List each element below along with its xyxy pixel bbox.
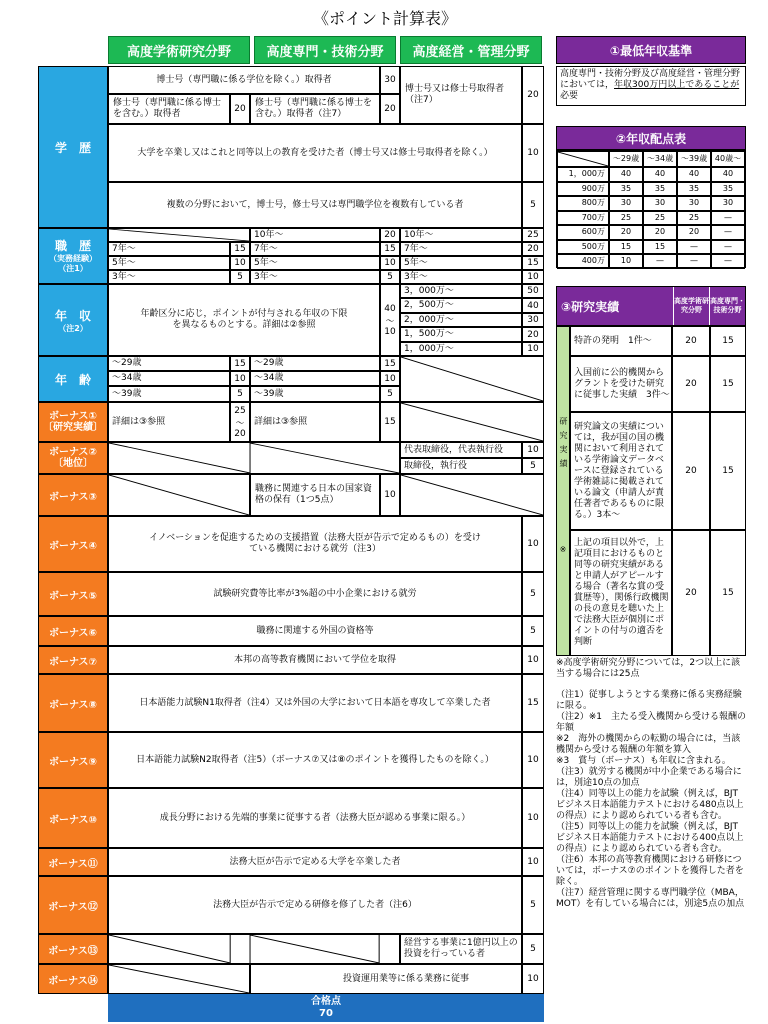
panel2-cell: 30 [609, 196, 643, 211]
panel2-age-col: 40歳〜 [711, 151, 745, 167]
income-business-pt: 20 [522, 327, 544, 342]
bonus14-pt: 10 [522, 964, 544, 994]
panel2-cell: 40 [711, 167, 745, 182]
note-item: （注2）※1 主たる受入機関から受ける報酬の年額 [556, 712, 746, 733]
panel3-header: ③研究実績 [561, 299, 620, 314]
panel3-row-text: 研究論文の実績については，我が国の国の機関において利用されている学術論文データベースに登録されている学術雑誌に掲載されている論文（申請人が責任著者であるものに限る。）3本〜 [570, 412, 672, 530]
panel2-cell: 20 [609, 225, 643, 240]
panel2-income-label: 1，000万 [557, 167, 609, 182]
bonus5-pt: 5 [522, 572, 544, 616]
category-career-sub: （実務経験） （注1） [49, 254, 97, 273]
panel2-cell: 40 [609, 167, 643, 182]
bonus13-pt: 5 [522, 934, 544, 964]
panel2-cell: 25 [609, 211, 643, 226]
bonus3-text: 職務に関連する日本の国家資格の保有（1つ5点） [250, 474, 380, 516]
panel3-row-a: 20 [672, 356, 710, 412]
income-business-row: 1，000万〜 [400, 342, 522, 356]
panel3-row-t: 15 [710, 356, 746, 412]
panel3-row-a: 20 [672, 326, 710, 356]
age-academic-row: 〜34歳 [108, 371, 230, 386]
income-range-top: 40 [384, 303, 396, 314]
bonus6-text: 職務に関連する外国の資格等 [108, 616, 522, 646]
panel3-side-note: ※ [559, 545, 567, 554]
edu-university: 大学を卒業し又はこれと同等以上の教育を受けた者（博士号又は修士号取得者を除く。） [108, 124, 522, 182]
age-academic-row: 〜39歳 [108, 386, 230, 402]
panel2-income-label: 500万 [557, 240, 609, 255]
age-academic-pt: 15 [230, 356, 250, 371]
panel2-cell: 15 [609, 240, 643, 255]
note-item: （注3）就労する機関が中小企業である場合には，別途10点の加点 [556, 767, 742, 788]
career-academic-blank [108, 228, 250, 242]
panel3-row-text: 特許の発明 1件〜 [570, 326, 672, 356]
bonus14-blank [108, 964, 250, 994]
bonus1-technical-pt: 15 [380, 402, 400, 442]
career-business-pt: 25 [522, 228, 544, 242]
category-bonus6: ボーナス⑥ [38, 616, 108, 646]
panel2-cell: — [643, 254, 677, 269]
income-business-row: 3，000万〜 [400, 284, 522, 298]
page-title: 《ポイント計算表》 [312, 8, 457, 28]
category-education: 学 歴 [38, 66, 108, 228]
career-academic-pt: 5 [230, 270, 250, 284]
bonus9-pt: 10 [522, 732, 544, 788]
category-bonus10: ボーナス⑩ [38, 788, 108, 848]
panel2-cell: 30 [677, 196, 711, 211]
bonus1-academic-pt-top: 25 [234, 405, 246, 416]
career-academic-row: 3年〜 [108, 270, 230, 284]
panel2-cell: — [711, 254, 745, 269]
bonus14-text: 投資運用業等に係る業務に従事 [250, 964, 522, 994]
panel1-text-c: 必要 [560, 91, 579, 101]
career-academic-row: 7年〜 [108, 242, 230, 256]
panel3-footnote: ※高度学術研究分野については，2つ以上に該当する場合には25点 [556, 658, 741, 679]
edu-master-technical-pt: 20 [380, 94, 400, 124]
panel2-income-label: 400万 [557, 254, 609, 269]
age-business-blank [400, 356, 544, 402]
edu-doctor-academic-pt: 30 [380, 66, 400, 94]
career-business-row: 5年〜 [400, 256, 522, 270]
career-academic-pt: 15 [230, 242, 250, 256]
category-bonus3: ボーナス③ [38, 474, 108, 516]
bonus2-rep: 代表取締役，代表執行役 [400, 442, 522, 458]
panel2-income-label: 900万 [557, 182, 609, 197]
panel2-cell: 20 [677, 225, 711, 240]
bonus10-pt: 10 [522, 788, 544, 848]
panel3-col-technical: 高度専門・技術分野 [709, 287, 745, 325]
panel2-cell: 30 [643, 196, 677, 211]
bonus1-business-blank [400, 402, 544, 442]
panel1-header: ①最低年収基準 [556, 36, 746, 64]
bonus13-blank [108, 934, 400, 964]
panel2-cell: — [711, 240, 745, 255]
panel2-cell: 35 [677, 182, 711, 197]
category-bonus14: ボーナス⑭ [38, 964, 108, 994]
panel2-table [556, 150, 746, 268]
category-bonus8: ボーナス⑧ [38, 674, 108, 732]
panel3-row-text: 入国前に公的機関からグラントを受けた研究に従事した実績 3件〜 [570, 356, 672, 412]
income-text: 年齢区分に応じ，ポイントが付与される年収の下限を異なるものとする。詳細は②参照 [108, 284, 380, 356]
career-business-row: 7年〜 [400, 242, 522, 256]
panel2-cell: — [711, 211, 745, 226]
edu-doctor-business: 博士号又は修士号取得者（注7） [400, 66, 522, 124]
bonus12-pt: 5 [522, 876, 544, 934]
pass-bar [108, 994, 544, 1022]
note-item: （注5）同等以上の能力を試験（例えば，BJTビジネス日本語能力テストにおける400点以上の得点）により認められている者も含む。 [556, 822, 744, 854]
bonus7-text: 本邦の高等教育機関において学位を取得 [108, 646, 522, 674]
panel2-cell: 30 [711, 196, 745, 211]
age-technical-pt: 15 [380, 356, 400, 371]
career-business-pt: 10 [522, 270, 544, 284]
category-income [38, 284, 108, 356]
edu-master-academic-pt: 20 [230, 94, 250, 124]
note-item: （注4）同等以上の能力を試験（例えば，BJTビジネス日本語能力テストにおける480点以上の得点）により認められている者も含む。 [556, 789, 744, 821]
bonus1-academic-pt-bottom: 20 [234, 428, 246, 439]
panel3-row-t: 15 [710, 326, 746, 356]
age-academic-pt: 10 [230, 371, 250, 386]
bonus8-text: 日本語能力試験N1取得者（注4）又は外国の大学において日本語を専攻して卒業した者 [108, 674, 522, 732]
bonus13-text: 経営する事業に1億円以上の投資を行っている者 [400, 934, 522, 964]
panel2-cell: 20 [643, 225, 677, 240]
edu-multiple-pt: 5 [522, 182, 544, 228]
note-item: ※2 海外の機関からの転勤の場合には，当該機関から受ける報酬の年額を算入 [556, 734, 741, 755]
category-career [38, 228, 108, 284]
income-business-row: 2，500万〜 [400, 298, 522, 313]
panel2-age-col: 〜34歳 [643, 151, 677, 167]
edu-multiple: 複数の分野において，博士号，修士号又は専門職学位を複数有している者 [108, 182, 522, 228]
age-technical-row: 〜39歳 [250, 386, 380, 402]
column-header-business: 高度経営・管理分野 [400, 36, 542, 64]
panel2-cell: — [677, 240, 711, 255]
career-academic-pt: 10 [230, 256, 250, 270]
note-item: （注7）経営管理に関する専門職学位（MBA，MOT）を有している場合には，別途5点の加点 [556, 888, 745, 909]
category-income-sub: （注2） [58, 324, 88, 333]
category-age: 年 齢 [38, 356, 108, 402]
income-range-bottom: 10 [384, 326, 396, 337]
pass-label: 合格点 [311, 996, 341, 1007]
income-range-mid: 〜 [385, 316, 395, 327]
career-business-pt: 20 [522, 242, 544, 256]
panel3-row-a: 20 [672, 530, 710, 656]
panel3-col-academic: 高度学術研究分野 [673, 287, 709, 325]
age-academic-pt: 5 [230, 386, 250, 402]
career-business-pt: 15 [522, 256, 544, 270]
income-business-pt: 10 [522, 342, 544, 356]
category-bonus12: ボーナス⑫ [38, 876, 108, 934]
panel2-cell: 35 [711, 182, 745, 197]
pass-value: 70 [319, 1008, 333, 1019]
category-bonus2: ボーナス② 〔地位〕 [38, 442, 108, 474]
category-bonus9: ボーナス⑨ [38, 732, 108, 788]
bonus3-business-blank [400, 474, 544, 516]
note-item: （注1）従事しようとする業務に係る実務経験に限る。 [556, 690, 742, 711]
panel2-cell: 10 [609, 254, 643, 269]
income-range [380, 284, 400, 356]
bonus2-director: 取締役，執行役 [400, 458, 522, 474]
bonus9-text: 日本語能力試験N2取得者（注5）（ボーナス⑦又は⑧のポイントを獲得したものを除く。） [108, 732, 522, 788]
edu-master-academic: 修士号（専門職に係る博士を含む。）取得者 [108, 94, 230, 124]
career-technical-row: 10年〜 [250, 228, 380, 242]
bonus1-academic-pt-mid: 〜 [235, 418, 245, 429]
panel3-row-text: 上記の項目以外で，上記項目におけるものと同等の研究実績があると申請人がアピールする場合（著名な賞の受賞歴等），関係行政機関の長の意見を聴いた上で法務大臣が個別にポイントの付与の適否を判断 [570, 530, 672, 656]
bonus8-pt: 15 [522, 674, 544, 732]
panel2-cell: 40 [643, 167, 677, 182]
bonus5-text: 試験研究費等比率が3%超の中小企業における就労 [108, 572, 522, 616]
category-income-label: 年 収 [54, 309, 91, 323]
panel2-cell: 25 [643, 211, 677, 226]
category-bonus13: ボーナス⑬ [38, 934, 108, 964]
panel2-age-col: 〜29歳 [609, 151, 643, 167]
career-academic-row: 5年〜 [108, 256, 230, 270]
career-technical-row: 3年〜 [250, 270, 380, 284]
edu-doctor-academic: 博士号（専門職に係る学位を除く。）取得者 [108, 66, 380, 94]
bonus4-text: イノベーションを促進するための支援措置（法務大臣が告示で定めるもの）を受けている機関における就労（注3） [108, 516, 522, 572]
category-bonus7: ボーナス⑦ [38, 646, 108, 674]
age-technical-row: 〜29歳 [250, 356, 380, 371]
panel2-cell: 15 [643, 240, 677, 255]
panel2-income-label: 800万 [557, 196, 609, 211]
note-item: （注6）本邦の高等教育機関における研修については，ボーナス⑦のポイントを獲得した者を除く。 [556, 855, 744, 887]
category-bonus4: ボーナス④ [38, 516, 108, 572]
income-business-pt: 40 [522, 298, 544, 313]
career-business-row: 3年〜 [400, 270, 522, 284]
note-item: ※3 賞与（ボーナス）も年収に含まれる。 [556, 756, 731, 766]
career-technical-pt: 10 [380, 256, 400, 270]
bonus7-pt: 10 [522, 646, 544, 674]
bonus11-pt: 10 [522, 848, 544, 876]
panel3-row-t: 15 [710, 530, 746, 656]
column-header-technical: 高度専門・技術分野 [254, 36, 396, 64]
edu-master-technical: 修士号（専門職に係る博士を含む。）取得者（注7） [250, 94, 380, 124]
category-bonus5: ボーナス⑤ [38, 572, 108, 616]
bonus1-academic-range [230, 402, 250, 442]
column-header-academic: 高度学術研究分野 [108, 36, 250, 64]
panel2-cell: 25 [677, 211, 711, 226]
panel2-cell: 35 [643, 182, 677, 197]
bonus12-text: 法務大臣が告示で定める研修を修了した者（注6） [108, 876, 522, 934]
edu-doctor-business-pt: 20 [522, 66, 544, 124]
income-business-row: 2，000万〜 [400, 313, 522, 327]
panel2-corner [557, 151, 609, 167]
income-business-pt: 30 [522, 313, 544, 327]
panel1-text-b: 年収300万円以上であることが [614, 80, 740, 90]
bonus6-pt: 5 [522, 616, 544, 646]
panel2-cell: — [677, 254, 711, 269]
career-technical-pt: 5 [380, 270, 400, 284]
panel2-income-label: 700万 [557, 211, 609, 226]
income-business-pt: 50 [522, 284, 544, 298]
bonus3-academic-blank [108, 474, 250, 516]
edu-university-pt: 10 [522, 124, 544, 182]
age-academic-row: 〜29歳 [108, 356, 230, 371]
bonus4-pt: 10 [522, 516, 544, 572]
panel3-row-a: 20 [672, 412, 710, 530]
age-technical-pt: 10 [380, 371, 400, 386]
career-technical-row: 7年〜 [250, 242, 380, 256]
career-business-row: 10年〜 [400, 228, 522, 242]
bonus1-technical-text: 詳細は③参照 [250, 402, 380, 442]
notes-block [556, 690, 746, 980]
panel3-row-t: 15 [710, 412, 746, 530]
bonus3-pt: 10 [380, 474, 400, 516]
age-technical-row: 〜34歳 [250, 371, 380, 386]
career-technical-pt: 15 [380, 242, 400, 256]
category-bonus1: ボーナス① 〔研究実績〕 [38, 402, 108, 442]
career-technical-row: 5年〜 [250, 256, 380, 270]
bonus2-blank [108, 442, 400, 474]
category-career-label: 職 歴 [54, 239, 91, 253]
income-business-row: 1，500万〜 [400, 327, 522, 342]
panel3-side-label: 研究実績 [559, 417, 568, 473]
panel2-income-label: 600万 [557, 225, 609, 240]
bonus1-academic-text: 詳細は③参照 [108, 402, 230, 442]
panel3-side [556, 326, 570, 656]
category-bonus11: ボーナス⑪ [38, 848, 108, 876]
bonus2-rep-pt: 10 [522, 442, 544, 458]
bonus11-text: 法務大臣が告示で定める大学を卒業した者 [108, 848, 522, 876]
career-technical-pt: 20 [380, 228, 400, 242]
panel2-cell: 35 [609, 182, 643, 197]
panel1-text-a: 高度専門・技術分野及び高度経営・管理分野においては， [560, 69, 741, 90]
panel1-body [556, 66, 746, 106]
age-technical-pt: 5 [380, 386, 400, 402]
panel2-header: ②年収配点表 [556, 126, 746, 150]
panel3-header-bar [556, 286, 746, 326]
panel2-age-col: 〜39歳 [677, 151, 711, 167]
bonus10-text: 成長分野における先端的事業に従事する者（法務大臣が認める事業に限る。） [108, 788, 522, 848]
bonus2-director-pt: 5 [522, 458, 544, 474]
panel2-cell: 40 [677, 167, 711, 182]
panel2-cell: — [711, 225, 745, 240]
